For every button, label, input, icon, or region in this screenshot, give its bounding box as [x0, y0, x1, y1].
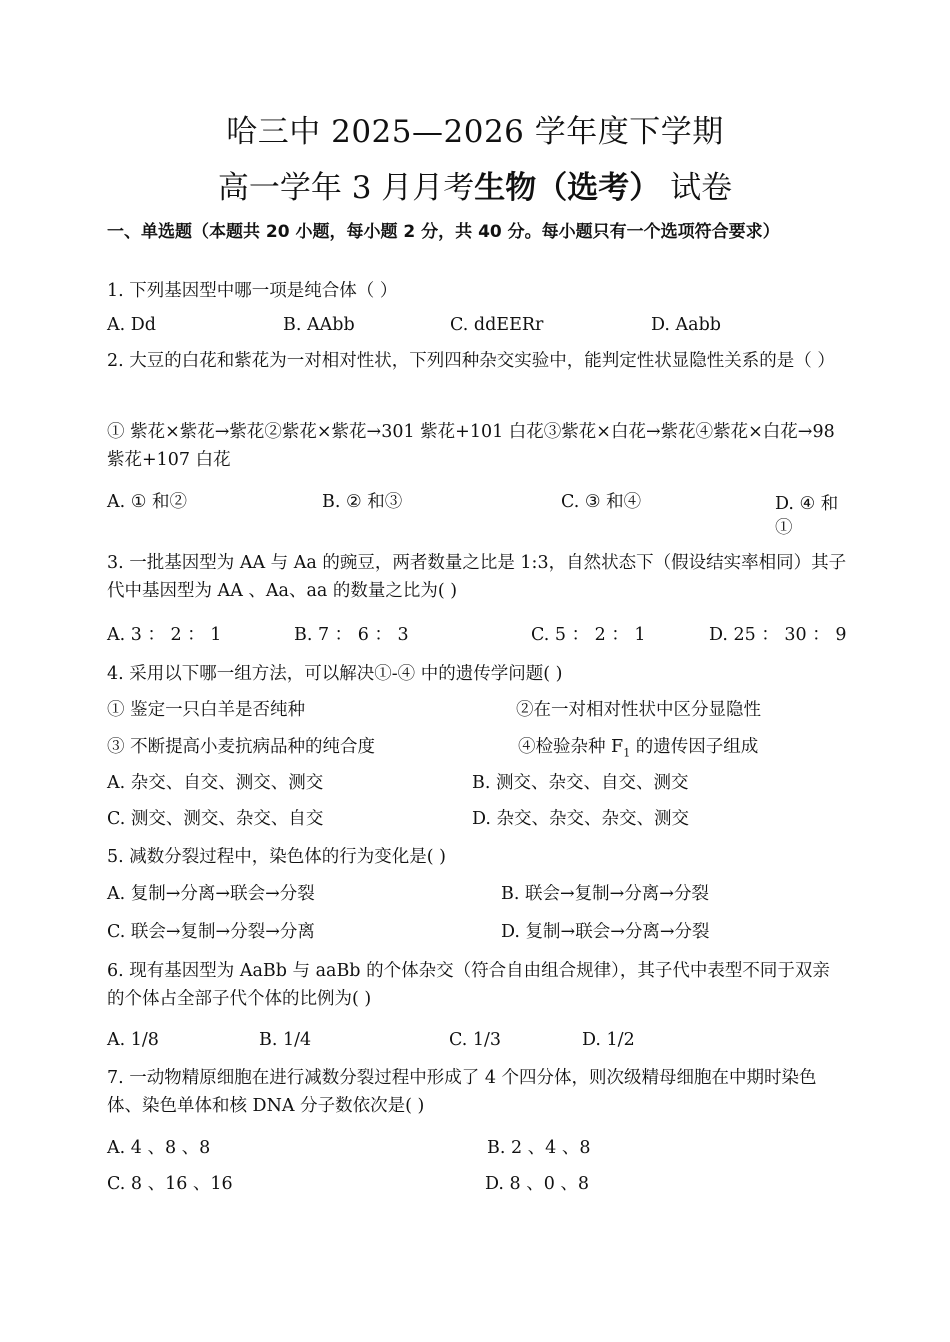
q7-option-a: A. 4 、8 、8 [107, 1138, 211, 1158]
q5-option-b: B. 联会→复制→分离→分裂 [501, 884, 709, 904]
q6-option-c: C. 1/3 [449, 1030, 502, 1050]
q4-item-1: ① 鉴定一只白羊是否纯种 [107, 700, 306, 720]
q4-item-3: ③ 不断提高小麦抗病品种的纯合度 [107, 737, 376, 757]
title-grade: 高一学年 3 月月考 [217, 170, 475, 206]
q4-option-d: D. 杂交、杂交、杂交、测交 [472, 809, 690, 829]
q2-option-b: B. ② 和③ [322, 492, 403, 512]
q6-option-b: B. 1/4 [259, 1030, 312, 1050]
q3-option-d: D. 25 ： 30 ： 9 [709, 625, 847, 645]
q5-option-c: C. 联会→复制→分裂→分离 [107, 922, 315, 942]
q1-option-b: B. AAbb [283, 315, 355, 335]
q3-option-c: C. 5 ： 2 ： 1 [531, 625, 646, 645]
q2-detail: ① 紫花×紫花→紫花②紫花×紫花→301 紫花+101 白花③紫花×白花→紫花④紫花×白花→98 紫花+107 白花 [107, 422, 835, 470]
q6-option-a: A. 1/8 [107, 1030, 159, 1050]
q5-stem: 5. 减数分裂过程中，染色体的行为变化是( ) [107, 847, 446, 867]
q7-option-b: B. 2 、4 、8 [487, 1138, 591, 1158]
q4-option-c: C. 测交、测交、杂交、自交 [107, 809, 324, 829]
q2-option-c: C. ③ 和④ [561, 492, 642, 512]
q2-option-d: D. ④ 和① [775, 494, 839, 538]
title-suffix: 试卷 [660, 170, 733, 206]
q5-option-a: A. 复制→分离→联会→分裂 [107, 884, 315, 904]
exam-title-line1: 哈三中 2025—2026 学年度下学期 [226, 114, 724, 150]
q1-option-c: C. ddEERr [450, 315, 544, 335]
q4-stem: 4. 采用以下哪一组方法，可以解决①-④ 中的遗传学问题( ) [107, 664, 563, 684]
q7-option-d: D. 8 、0 、8 [485, 1174, 590, 1194]
q7-stem: 7. 一动物精原细胞在进行减数分裂过程中形成了 4 个四分体，则次级精母细胞在中期时染色体、染色单体和核 DNA 分子数依次是( ) [107, 1068, 817, 1116]
q4-item-4: ④检验杂种 $F_1$ 的遗传因子组成 [518, 737, 759, 760]
q1-option-d: D. Aabb [651, 315, 722, 335]
q4-option-a: A. 杂交、自交、测交、测交 [107, 773, 324, 793]
q4-item-2: ②在一对相对性状中区分显隐性 [516, 700, 761, 720]
q7-option-c: C. 8 、16 、16 [107, 1174, 233, 1194]
q3-stem: 3. 一批基因型为 AA 与 Aa 的豌豆，两者数量之比是 1:3，自然状态下（假设结实率相同）其子代中基因型为 AA 、Aa、aa 的数量之比为( ) [107, 553, 847, 601]
q2-option-a: A. ① 和② [107, 492, 188, 512]
title-subject: 生物（选考） [474, 170, 661, 206]
q2-stem: 2. 大豆的白花和紫花为一对相对性状，下列四种杂交实验中，能判定性状显隐性关系的是（ ） [107, 351, 835, 371]
exam-title-line2 [0, 162, 950, 207]
q6-option-d: D. 1/2 [582, 1030, 635, 1050]
section-header: 一、单选题（本题共 20 小题，每小题 2 分，共 40 分。每小题只有一个选项符合要求） [107, 222, 780, 242]
q3-option-b: B. 7 ： 6 ： 3 [294, 625, 409, 645]
q4-option-b: B. 测交、杂交、自交、测交 [472, 773, 689, 793]
q1-option-a: A. Dd [107, 315, 156, 335]
q3-option-a: A. 3 ： 2 ： 1 [107, 625, 222, 645]
q6-stem: 6. 现有基因型为 AaBb 与 aaBb 的个体杂交（符合自由组合规律），其子代中表型不同于双亲的个体占全部子代个体的比例为( ) [107, 961, 830, 1009]
q5-option-d: D. 复制→联会→分离→分裂 [501, 922, 710, 942]
q1-stem: 1. 下列基因型中哪一项是纯合体（ ） [107, 281, 398, 301]
